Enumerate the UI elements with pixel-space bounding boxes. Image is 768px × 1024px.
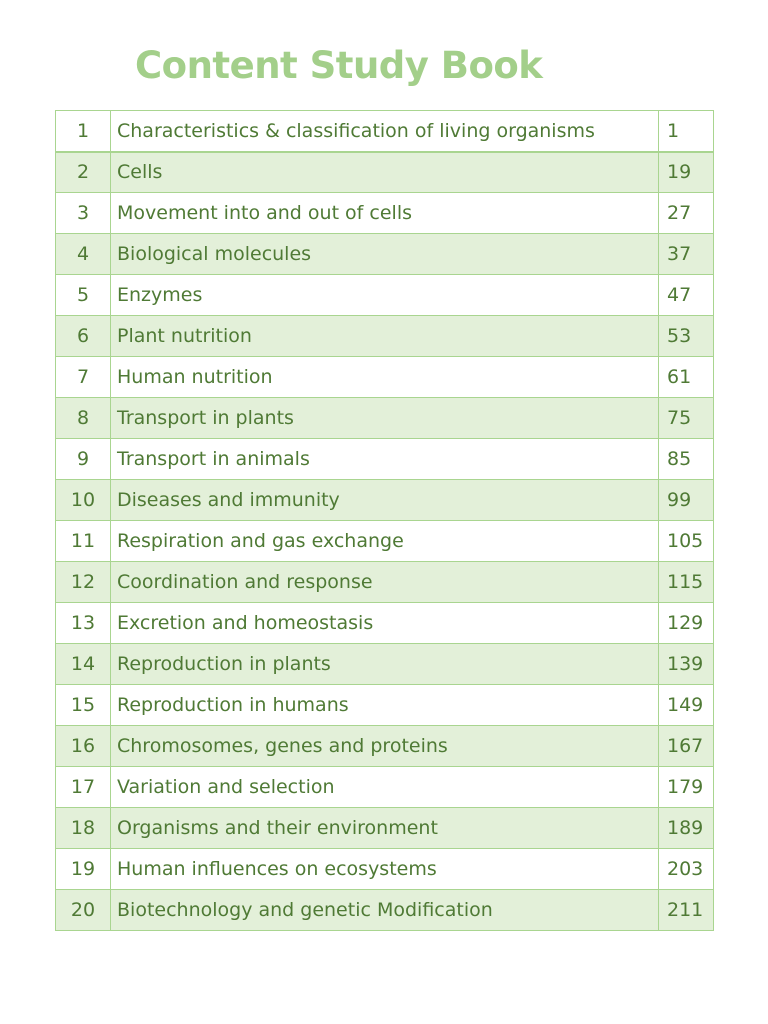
table-row	[56, 767, 714, 808]
page-number-cell: 53	[659, 316, 714, 357]
table-row	[56, 439, 714, 480]
page-number-cell: 27	[659, 193, 714, 234]
page-number-cell: 99	[659, 480, 714, 521]
chapter-title-cell: Transport in animals	[111, 439, 659, 480]
chapter-number-cell: 11	[56, 521, 111, 562]
page-number-cell: 115	[659, 562, 714, 603]
page-number-cell: 105	[659, 521, 714, 562]
chapter-title-cell: Plant nutrition	[111, 316, 659, 357]
page-number-cell: 189	[659, 808, 714, 849]
chapter-number-cell: 6	[56, 316, 111, 357]
table-row	[56, 726, 714, 767]
table-row	[56, 480, 714, 521]
chapter-number-cell: 4	[56, 234, 111, 275]
chapter-number-cell: 9	[56, 439, 111, 480]
table-row	[56, 316, 714, 357]
page-number-cell: 19	[659, 152, 714, 193]
chapter-title-cell: Diseases and immunity	[111, 480, 659, 521]
chapter-number-cell: 1	[56, 111, 111, 152]
chapter-title-cell: Reproduction in humans	[111, 685, 659, 726]
chapter-title-cell: Enzymes	[111, 275, 659, 316]
table-row	[56, 275, 714, 316]
table-row	[56, 521, 714, 562]
chapter-number-cell: 15	[56, 685, 111, 726]
chapter-number-cell: 19	[56, 849, 111, 890]
contents-table-body	[56, 111, 714, 931]
table-row	[56, 603, 714, 644]
table-row	[56, 152, 714, 193]
page-number-cell: 203	[659, 849, 714, 890]
page-number-cell: 1	[659, 111, 714, 152]
chapter-title-cell: Reproduction in plants	[111, 644, 659, 685]
chapter-title-cell: Transport in plants	[111, 398, 659, 439]
chapter-title-cell: Excretion and homeostasis	[111, 603, 659, 644]
page-number-cell: 129	[659, 603, 714, 644]
page-number-cell: 75	[659, 398, 714, 439]
chapter-number-cell: 5	[56, 275, 111, 316]
table-row	[56, 808, 714, 849]
chapter-number-cell: 2	[56, 152, 111, 193]
chapter-title-cell: Variation and selection	[111, 767, 659, 808]
page-number-cell: 179	[659, 767, 714, 808]
table-row	[56, 398, 714, 439]
chapter-title-cell: Coordination and response	[111, 562, 659, 603]
table-row	[56, 644, 714, 685]
table-row	[56, 357, 714, 398]
chapter-title-cell: Respiration and gas exchange	[111, 521, 659, 562]
table-row	[56, 562, 714, 603]
chapter-number-cell: 17	[56, 767, 111, 808]
chapter-number-cell: 13	[56, 603, 111, 644]
table-row	[56, 685, 714, 726]
chapter-number-cell: 8	[56, 398, 111, 439]
chapter-number-cell: 10	[56, 480, 111, 521]
page-number-cell: 167	[659, 726, 714, 767]
table-row	[56, 849, 714, 890]
page-number-cell: 211	[659, 890, 714, 931]
table-row	[56, 890, 714, 931]
chapter-number-cell: 18	[56, 808, 111, 849]
chapter-title-cell: Biotechnology and genetic Modification	[111, 890, 659, 931]
page-number-cell: 85	[659, 439, 714, 480]
chapter-title-cell: Organisms and their environment	[111, 808, 659, 849]
page-number-cell: 61	[659, 357, 714, 398]
table-row	[56, 234, 714, 275]
table-row	[56, 193, 714, 234]
chapter-title-cell: Chromosomes, genes and proteins	[111, 726, 659, 767]
chapter-number-cell: 3	[56, 193, 111, 234]
page-title: Content Study Book	[135, 44, 543, 87]
page-number-cell: 139	[659, 644, 714, 685]
chapter-title-cell: Biological molecules	[111, 234, 659, 275]
chapter-title-cell: Movement into and out of cells	[111, 193, 659, 234]
page-number-cell: 37	[659, 234, 714, 275]
chapter-title-cell: Characteristics & classification of living organisms	[111, 111, 659, 152]
chapter-number-cell: 16	[56, 726, 111, 767]
chapter-title-cell: Human influences on ecosystems	[111, 849, 659, 890]
page-number-cell: 47	[659, 275, 714, 316]
page-number-cell: 149	[659, 685, 714, 726]
chapter-title-cell: Human nutrition	[111, 357, 659, 398]
chapter-number-cell: 7	[56, 357, 111, 398]
chapter-number-cell: 14	[56, 644, 111, 685]
chapter-number-cell: 12	[56, 562, 111, 603]
chapter-title-cell: Cells	[111, 152, 659, 193]
table-row	[56, 111, 714, 152]
chapter-number-cell: 20	[56, 890, 111, 931]
contents-table	[55, 110, 714, 931]
